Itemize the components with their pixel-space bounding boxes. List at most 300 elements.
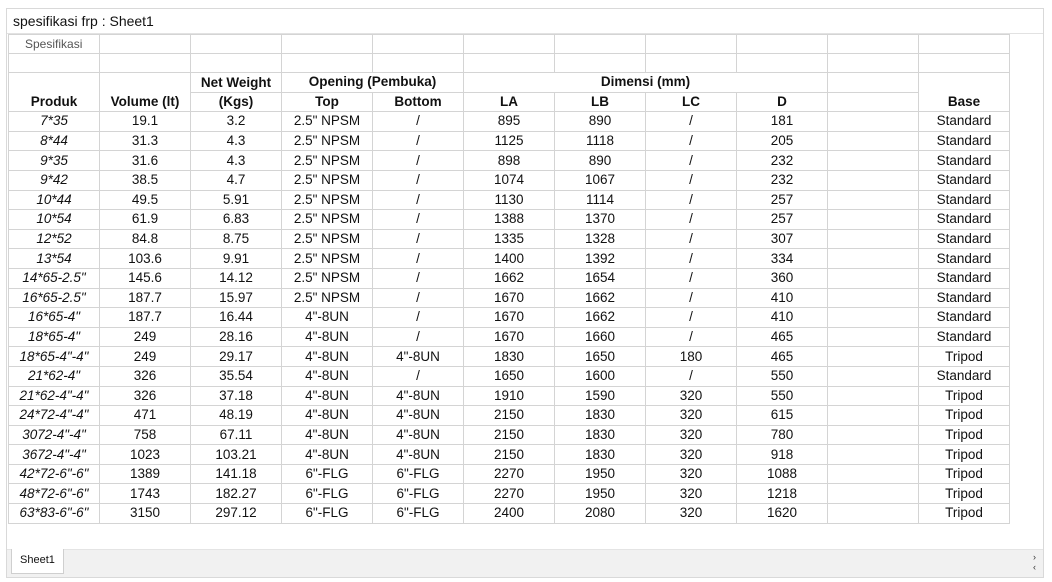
cell[interactable] xyxy=(191,35,282,54)
cell[interactable] xyxy=(828,54,919,73)
cell-lb[interactable]: 1660 xyxy=(555,327,646,347)
cell-d[interactable]: 550 xyxy=(737,386,828,406)
cell-la[interactable]: 1670 xyxy=(464,308,555,328)
cell-net-weight[interactable]: 297.12 xyxy=(191,504,282,524)
cell-top[interactable]: 2.5" NPSM xyxy=(282,112,373,132)
cell-net-weight[interactable]: 29.17 xyxy=(191,347,282,367)
cell-produk[interactable]: 48*72-6"-6" xyxy=(9,484,100,504)
sheet-caption[interactable]: Spesifikasi xyxy=(9,35,100,54)
cell-base[interactable]: Standard xyxy=(919,151,1010,171)
cell[interactable] xyxy=(464,35,555,54)
cell-bottom[interactable]: / xyxy=(373,210,464,230)
cell-volume[interactable]: 84.8 xyxy=(100,229,191,249)
cell[interactable] xyxy=(828,190,919,210)
header-base[interactable]: Base xyxy=(919,73,1010,112)
cell-base[interactable]: Standard xyxy=(919,229,1010,249)
cell-produk[interactable]: 3072-4"-4" xyxy=(9,425,100,445)
cell-lc[interactable]: / xyxy=(646,249,737,269)
cell-lb[interactable]: 890 xyxy=(555,112,646,132)
cell-la[interactable]: 1125 xyxy=(464,131,555,151)
cell-base[interactable]: Standard xyxy=(919,327,1010,347)
cell[interactable] xyxy=(100,35,191,54)
cell-d[interactable]: 550 xyxy=(737,366,828,386)
cell-d[interactable]: 1218 xyxy=(737,484,828,504)
cell[interactable] xyxy=(828,288,919,308)
cell-top[interactable]: 2.5" NPSM xyxy=(282,190,373,210)
cell-volume[interactable]: 249 xyxy=(100,347,191,367)
cell-net-weight[interactable]: 182.27 xyxy=(191,484,282,504)
cell[interactable] xyxy=(828,445,919,465)
cell-lb[interactable]: 1650 xyxy=(555,347,646,367)
cell-d[interactable]: 181 xyxy=(737,112,828,132)
cell[interactable] xyxy=(555,35,646,54)
cell-bottom[interactable]: / xyxy=(373,249,464,269)
cell[interactable] xyxy=(828,131,919,151)
cell-top[interactable]: 2.5" NPSM xyxy=(282,131,373,151)
header-dimensi[interactable]: Dimensi (mm) xyxy=(464,73,828,93)
cell-produk[interactable]: 24*72-4"-4" xyxy=(9,406,100,426)
cell-lb[interactable]: 1830 xyxy=(555,406,646,426)
cell[interactable] xyxy=(828,347,919,367)
table-row xyxy=(9,210,1010,230)
sheet-tab-bar xyxy=(7,549,1043,577)
cell[interactable] xyxy=(828,464,919,484)
cell-bottom[interactable]: 4"-8UN xyxy=(373,445,464,465)
cell-bottom[interactable]: / xyxy=(373,229,464,249)
table-row xyxy=(9,425,1010,445)
header-net-weight[interactable]: Net Weight xyxy=(191,73,282,93)
tab-scroll-arrows xyxy=(1033,552,1041,572)
cell-lc[interactable]: / xyxy=(646,268,737,288)
cell-bottom[interactable]: / xyxy=(373,112,464,132)
cell-la[interactable]: 1335 xyxy=(464,229,555,249)
header-produk[interactable]: Produk xyxy=(9,73,100,112)
cell-la[interactable]: 2270 xyxy=(464,484,555,504)
cell-produk[interactable]: 63*83-6"-6" xyxy=(9,504,100,524)
cell-lb[interactable]: 890 xyxy=(555,151,646,171)
cell[interactable] xyxy=(828,170,919,190)
cell-lb[interactable]: 1370 xyxy=(555,210,646,230)
cell-lb[interactable]: 1950 xyxy=(555,484,646,504)
cell-base[interactable]: Standard xyxy=(919,210,1010,230)
cell-volume[interactable]: 3150 xyxy=(100,504,191,524)
cell-top[interactable]: 2.5" NPSM xyxy=(282,268,373,288)
header-opening[interactable]: Opening (Pembuka) xyxy=(282,73,464,93)
cell-produk[interactable]: 7*35 xyxy=(9,112,100,132)
header-top[interactable]: Top xyxy=(282,92,373,112)
cell-net-weight[interactable]: 4.3 xyxy=(191,131,282,151)
cell-base[interactable]: Tripod xyxy=(919,445,1010,465)
cell-la[interactable]: 898 xyxy=(464,151,555,171)
cell[interactable] xyxy=(646,54,737,73)
cell[interactable] xyxy=(191,54,282,73)
cell-la[interactable]: 1910 xyxy=(464,386,555,406)
spec-table xyxy=(8,34,1010,524)
cell-volume[interactable]: 1023 xyxy=(100,445,191,465)
cell[interactable] xyxy=(282,54,373,73)
cell-d[interactable]: 232 xyxy=(737,170,828,190)
cell[interactable] xyxy=(828,210,919,230)
cell-lb[interactable]: 1830 xyxy=(555,445,646,465)
cell-bottom[interactable]: 6"-FLG xyxy=(373,464,464,484)
cell[interactable] xyxy=(828,151,919,171)
cell-lc[interactable]: / xyxy=(646,210,737,230)
table-row xyxy=(9,347,1010,367)
cell-produk[interactable]: 16*65-2.5" xyxy=(9,288,100,308)
header-net-weight-unit[interactable]: (Kgs) xyxy=(191,92,282,112)
cell-bottom[interactable]: / xyxy=(373,190,464,210)
cell[interactable] xyxy=(828,229,919,249)
cell-volume[interactable]: 1389 xyxy=(100,464,191,484)
cell-net-weight[interactable]: 6.83 xyxy=(191,210,282,230)
cell-lb[interactable]: 1392 xyxy=(555,249,646,269)
table-row xyxy=(9,406,1010,426)
cell-bottom[interactable]: / xyxy=(373,308,464,328)
header-row-1 xyxy=(9,73,1010,93)
cell-net-weight[interactable]: 3.2 xyxy=(191,112,282,132)
cell-produk[interactable]: 12*52 xyxy=(9,229,100,249)
cell-base[interactable]: Standard xyxy=(919,112,1010,132)
cell-base[interactable]: Tripod xyxy=(919,406,1010,426)
cell-lc[interactable]: 320 xyxy=(646,425,737,445)
cell-top[interactable]: 2.5" NPSM xyxy=(282,229,373,249)
cell-produk[interactable]: 21*62-4" xyxy=(9,366,100,386)
cell-bottom[interactable]: 6"-FLG xyxy=(373,484,464,504)
cell-lc[interactable]: / xyxy=(646,327,737,347)
header-d[interactable]: D xyxy=(737,92,828,112)
cell-volume[interactable]: 145.6 xyxy=(100,268,191,288)
table-row xyxy=(9,131,1010,151)
cell-lb[interactable]: 1662 xyxy=(555,308,646,328)
table-row xyxy=(9,386,1010,406)
cell[interactable] xyxy=(100,54,191,73)
cell-lb[interactable]: 1118 xyxy=(555,131,646,151)
cell-volume[interactable]: 31.3 xyxy=(100,131,191,151)
cell-bottom[interactable]: / xyxy=(373,327,464,347)
cell-produk[interactable]: 42*72-6"-6" xyxy=(9,464,100,484)
cell-d[interactable]: 334 xyxy=(737,249,828,269)
cell-la[interactable]: 2150 xyxy=(464,406,555,426)
cell-base[interactable]: Tripod xyxy=(919,484,1010,504)
cell[interactable] xyxy=(828,249,919,269)
cell-lc[interactable]: / xyxy=(646,170,737,190)
cell[interactable] xyxy=(828,92,919,112)
cell-net-weight[interactable]: 5.91 xyxy=(191,190,282,210)
cell-lc[interactable]: 320 xyxy=(646,386,737,406)
cell[interactable] xyxy=(828,268,919,288)
table-row xyxy=(9,445,1010,465)
cell-top[interactable]: 2.5" NPSM xyxy=(282,170,373,190)
cell-net-weight[interactable]: 16.44 xyxy=(191,308,282,328)
cell-volume[interactable]: 38.5 xyxy=(100,170,191,190)
cell[interactable] xyxy=(464,54,555,73)
sheet-grid-area[interactable] xyxy=(7,34,1043,551)
table-row xyxy=(9,504,1010,524)
cell[interactable] xyxy=(919,35,1010,54)
cell-lc[interactable]: 320 xyxy=(646,504,737,524)
cell-d[interactable]: 780 xyxy=(737,425,828,445)
cell-net-weight[interactable]: 28.16 xyxy=(191,327,282,347)
cell-volume[interactable]: 326 xyxy=(100,386,191,406)
cell-d[interactable]: 465 xyxy=(737,347,828,367)
cell-lc[interactable]: 180 xyxy=(646,347,737,367)
cell-lc[interactable]: / xyxy=(646,229,737,249)
cell-lb[interactable]: 1328 xyxy=(555,229,646,249)
cell-volume[interactable]: 49.5 xyxy=(100,190,191,210)
cell-volume[interactable]: 326 xyxy=(100,366,191,386)
cell-d[interactable]: 410 xyxy=(737,288,828,308)
cell[interactable] xyxy=(828,406,919,426)
cell[interactable] xyxy=(282,35,373,54)
table-row xyxy=(9,268,1010,288)
cell-lc[interactable]: / xyxy=(646,131,737,151)
cell-d[interactable]: 307 xyxy=(737,229,828,249)
cell-volume[interactable]: 19.1 xyxy=(100,112,191,132)
cell-volume[interactable]: 31.6 xyxy=(100,151,191,171)
caption-row xyxy=(9,35,1010,54)
cell-produk[interactable]: 18*65-4" xyxy=(9,327,100,347)
cell-net-weight[interactable]: 14.12 xyxy=(191,268,282,288)
cell[interactable] xyxy=(828,504,919,524)
table-row xyxy=(9,249,1010,269)
cell-bottom[interactable]: 4"-8UN xyxy=(373,347,464,367)
cell-d[interactable]: 1620 xyxy=(737,504,828,524)
cell[interactable] xyxy=(373,54,464,73)
cell-bottom[interactable]: / xyxy=(373,288,464,308)
cell-d[interactable]: 257 xyxy=(737,190,828,210)
cell-lb[interactable]: 1114 xyxy=(555,190,646,210)
header-lb[interactable]: LB xyxy=(555,92,646,112)
cell-la[interactable]: 2400 xyxy=(464,504,555,524)
cell[interactable] xyxy=(646,35,737,54)
cell[interactable] xyxy=(828,366,919,386)
table-row xyxy=(9,170,1010,190)
cell-d[interactable]: 1088 xyxy=(737,464,828,484)
cell-volume[interactable]: 187.7 xyxy=(100,308,191,328)
cell-base[interactable]: Standard xyxy=(919,288,1010,308)
table-row xyxy=(9,327,1010,347)
cell-d[interactable]: 465 xyxy=(737,327,828,347)
cell-base[interactable]: Tripod xyxy=(919,425,1010,445)
cell-produk[interactable]: 21*62-4"-4" xyxy=(9,386,100,406)
cell-la[interactable]: 2150 xyxy=(464,425,555,445)
cell[interactable] xyxy=(828,112,919,132)
table-row xyxy=(9,151,1010,171)
cell-net-weight[interactable]: 8.75 xyxy=(191,229,282,249)
cell-lc[interactable]: / xyxy=(646,112,737,132)
cell-top[interactable]: 4"-8UN xyxy=(282,406,373,426)
cell-d[interactable]: 615 xyxy=(737,406,828,426)
cell[interactable] xyxy=(9,54,100,73)
table-row xyxy=(9,288,1010,308)
cell-net-weight[interactable]: 35.54 xyxy=(191,366,282,386)
cell-net-weight[interactable]: 103.21 xyxy=(191,445,282,465)
header-lc[interactable]: LC xyxy=(646,92,737,112)
cell-top[interactable]: 6"-FLG xyxy=(282,464,373,484)
cell-net-weight[interactable]: 141.18 xyxy=(191,464,282,484)
cell-base[interactable]: Standard xyxy=(919,170,1010,190)
cell-lb[interactable]: 2080 xyxy=(555,504,646,524)
cell-bottom[interactable]: / xyxy=(373,151,464,171)
header-bottom[interactable]: Bottom xyxy=(373,92,464,112)
cell-lc[interactable]: / xyxy=(646,288,737,308)
cell-lb[interactable]: 1662 xyxy=(555,288,646,308)
cell[interactable] xyxy=(828,35,919,54)
cell-top[interactable]: 2.5" NPSM xyxy=(282,288,373,308)
cell-top[interactable]: 6"-FLG xyxy=(282,484,373,504)
cell-d[interactable]: 257 xyxy=(737,210,828,230)
cell-volume[interactable]: 61.9 xyxy=(100,210,191,230)
cell-la[interactable]: 895 xyxy=(464,112,555,132)
cell-produk[interactable]: 3672-4"-4" xyxy=(9,445,100,465)
window-title: spesifikasi frp : Sheet1 xyxy=(7,9,1043,34)
cell-base[interactable]: Standard xyxy=(919,308,1010,328)
table-row xyxy=(9,464,1010,484)
cell-top[interactable]: 2.5" NPSM xyxy=(282,151,373,171)
cell[interactable] xyxy=(919,54,1010,73)
cell-produk[interactable]: 18*65-4"-4" xyxy=(9,347,100,367)
cell-produk[interactable]: 9*35 xyxy=(9,151,100,171)
spreadsheet-window xyxy=(6,8,1044,578)
cell[interactable] xyxy=(555,54,646,73)
cell-produk[interactable]: 13*54 xyxy=(9,249,100,269)
cell-produk[interactable]: 9*42 xyxy=(9,170,100,190)
cell-d[interactable]: 232 xyxy=(737,151,828,171)
cell-lc[interactable]: / xyxy=(646,151,737,171)
cell-bottom[interactable]: 4"-8UN xyxy=(373,386,464,406)
cell-top[interactable]: 4"-8UN xyxy=(282,366,373,386)
table-row xyxy=(9,308,1010,328)
cell-lc[interactable]: / xyxy=(646,190,737,210)
cell-bottom[interactable]: 4"-8UN xyxy=(373,425,464,445)
cell-top[interactable]: 4"-8UN xyxy=(282,445,373,465)
cell-volume[interactable]: 471 xyxy=(100,406,191,426)
cell-base[interactable]: Tripod xyxy=(919,504,1010,524)
cell-la[interactable]: 2150 xyxy=(464,445,555,465)
cell-base[interactable]: Standard xyxy=(919,190,1010,210)
cell-top[interactable]: 4"-8UN xyxy=(282,425,373,445)
cell[interactable] xyxy=(828,484,919,504)
cell-lc[interactable]: 320 xyxy=(646,484,737,504)
cell-net-weight[interactable]: 37.18 xyxy=(191,386,282,406)
cell[interactable] xyxy=(737,54,828,73)
cell-la[interactable]: 1400 xyxy=(464,249,555,269)
cell-bottom[interactable]: / xyxy=(373,170,464,190)
cell-net-weight[interactable]: 4.3 xyxy=(191,151,282,171)
cell-la[interactable]: 1670 xyxy=(464,327,555,347)
cell-top[interactable]: 2.5" NPSM xyxy=(282,249,373,269)
cell-top[interactable]: 2.5" NPSM xyxy=(282,210,373,230)
cell-la[interactable]: 1130 xyxy=(464,190,555,210)
cell-d[interactable]: 360 xyxy=(737,268,828,288)
cell-volume[interactable]: 187.7 xyxy=(100,288,191,308)
cell-top[interactable]: 4"-8UN xyxy=(282,386,373,406)
tab-sheet1[interactable]: Sheet1 xyxy=(11,549,64,574)
cell-bottom[interactable]: 6"-FLG xyxy=(373,504,464,524)
cell-la[interactable]: 2270 xyxy=(464,464,555,484)
cell-base[interactable]: Standard xyxy=(919,366,1010,386)
cell-volume[interactable]: 103.6 xyxy=(100,249,191,269)
cell-produk[interactable]: 10*54 xyxy=(9,210,100,230)
cell-base[interactable]: Tripod xyxy=(919,464,1010,484)
cell-lb[interactable]: 1654 xyxy=(555,268,646,288)
cell-top[interactable]: 6"-FLG xyxy=(282,504,373,524)
cell-bottom[interactable]: / xyxy=(373,366,464,386)
cell-lc[interactable]: 320 xyxy=(646,406,737,426)
cell-la[interactable]: 1662 xyxy=(464,268,555,288)
cell-produk[interactable]: 8*44 xyxy=(9,131,100,151)
cell[interactable] xyxy=(828,308,919,328)
cell-net-weight[interactable]: 67.11 xyxy=(191,425,282,445)
cell-lb[interactable]: 1067 xyxy=(555,170,646,190)
cell-net-weight[interactable]: 9.91 xyxy=(191,249,282,269)
cell[interactable] xyxy=(373,35,464,54)
cell-bottom[interactable]: / xyxy=(373,131,464,151)
header-la[interactable]: LA xyxy=(464,92,555,112)
cell-top[interactable]: 4"-8UN xyxy=(282,347,373,367)
cell-lc[interactable]: 320 xyxy=(646,445,737,465)
cell-base[interactable]: Standard xyxy=(919,268,1010,288)
cell-lc[interactable]: / xyxy=(646,308,737,328)
cell[interactable] xyxy=(828,327,919,347)
cell-bottom[interactable]: / xyxy=(373,268,464,288)
cell-la[interactable]: 1388 xyxy=(464,210,555,230)
empty-row xyxy=(9,54,1010,73)
cell-lb[interactable]: 1590 xyxy=(555,386,646,406)
cell-lb[interactable]: 1600 xyxy=(555,366,646,386)
cell-la[interactable]: 1670 xyxy=(464,288,555,308)
cell-lb[interactable]: 1950 xyxy=(555,464,646,484)
cell[interactable] xyxy=(828,73,919,93)
cell-la[interactable]: 1830 xyxy=(464,347,555,367)
header-volume[interactable]: Volume (lt) xyxy=(100,73,191,112)
cell-bottom[interactable]: 4"-8UN xyxy=(373,406,464,426)
cell[interactable] xyxy=(737,35,828,54)
cell-d[interactable]: 410 xyxy=(737,308,828,328)
cell-base[interactable]: Tripod xyxy=(919,347,1010,367)
cell[interactable] xyxy=(828,386,919,406)
table-row xyxy=(9,484,1010,504)
cell-d[interactable]: 205 xyxy=(737,131,828,151)
cell-net-weight[interactable]: 15.97 xyxy=(191,288,282,308)
cell-base[interactable]: Standard xyxy=(919,131,1010,151)
cell-lc[interactable]: / xyxy=(646,366,737,386)
cell-d[interactable]: 918 xyxy=(737,445,828,465)
table-row xyxy=(9,112,1010,132)
cell-net-weight[interactable]: 4.7 xyxy=(191,170,282,190)
scroll-right-icon[interactable]: › xyxy=(1033,552,1036,562)
cell-net-weight[interactable]: 48.19 xyxy=(191,406,282,426)
table-row xyxy=(9,190,1010,210)
cell-la[interactable]: 1650 xyxy=(464,366,555,386)
cell-produk[interactable]: 14*65-2.5" xyxy=(9,268,100,288)
cell-volume[interactable]: 1743 xyxy=(100,484,191,504)
cell-produk[interactable]: 10*44 xyxy=(9,190,100,210)
cell-volume[interactable]: 758 xyxy=(100,425,191,445)
cell-la[interactable]: 1074 xyxy=(464,170,555,190)
cell-lb[interactable]: 1830 xyxy=(555,425,646,445)
table-row xyxy=(9,366,1010,386)
cell-top[interactable]: 4"-8UN xyxy=(282,327,373,347)
cell-produk[interactable]: 16*65-4" xyxy=(9,308,100,328)
cell-base[interactable]: Tripod xyxy=(919,386,1010,406)
cell[interactable] xyxy=(828,425,919,445)
scroll-left-icon[interactable]: ‹ xyxy=(1033,562,1036,572)
cell-lc[interactable]: 320 xyxy=(646,464,737,484)
cell-base[interactable]: Standard xyxy=(919,249,1010,269)
cell-volume[interactable]: 249 xyxy=(100,327,191,347)
cell-top[interactable]: 4"-8UN xyxy=(282,308,373,328)
